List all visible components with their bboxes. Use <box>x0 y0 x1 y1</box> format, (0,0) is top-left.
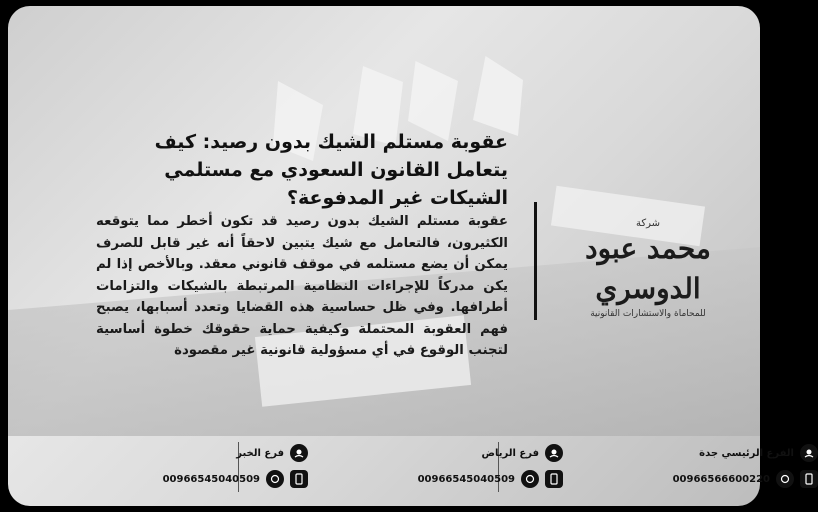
branch-label: الفرع الرئيسي جدة <box>699 447 794 459</box>
whatsapp-icon[interactable] <box>521 470 539 488</box>
branch-riyadh <box>343 440 563 500</box>
mobile-phone-icon[interactable] <box>545 470 563 488</box>
branch-khobar <box>88 440 308 500</box>
whatsapp-icon[interactable] <box>266 470 284 488</box>
vertical-divider <box>534 202 537 320</box>
branch-phone[interactable]: 00966545040509 <box>162 473 260 485</box>
logo-prefix: شركة <box>635 218 661 229</box>
mobile-phone-icon[interactable] <box>290 470 308 488</box>
location-pin-icon <box>800 444 818 462</box>
mobile-phone-icon[interactable] <box>800 470 818 488</box>
branch-phone[interactable]: 00966566600220 <box>672 473 770 485</box>
article-banner <box>8 6 794 506</box>
branch-jeddah <box>598 440 818 500</box>
logo-name: محمد عبود الدوسري <box>585 232 711 305</box>
location-pin-icon <box>290 444 308 462</box>
logo-tagline: للمحاماة والاستشارات القانونية <box>590 309 706 319</box>
location-pin-icon <box>545 444 563 462</box>
company-logo <box>548 218 748 319</box>
branch-phone[interactable]: 00966545040509 <box>417 473 515 485</box>
background-flag <box>473 56 523 136</box>
whatsapp-icon[interactable] <box>776 470 794 488</box>
branch-label: فرع الرياض <box>481 447 539 459</box>
branch-label: فرع الخبر <box>236 447 284 459</box>
article-body: عقوبة مستلم الشيك بدون رصيد قد تكون أخطر مما يتوقعه الكثيرون، فالتعامل مع شيك يتبين لاحقاً أنه غير قابل للصرف يمكن أن يضع مستلمه في موقف قانوني معقد. وبالأخص إذا لم يكن مدركاً للإجراءات النظامية المرتبطة بالشيكات والتزامات أطرافها. وفي ظل حساسية هذه القضايا وتعدد أسبابها، يصبح فهم العقوبة المحتملة وكيفية حماية حقوقك خطوة أساسية لتجنب الوقوع في أي مسؤولية قانونية غير مقصودة <box>96 214 508 358</box>
branches-footer <box>8 424 794 506</box>
article-title: عقوبة مستلم الشيك بدون رصيد: كيف يتعامل القانون السعودي مع مستلمي الشيكات غير المدفوعة؟ <box>154 131 508 209</box>
